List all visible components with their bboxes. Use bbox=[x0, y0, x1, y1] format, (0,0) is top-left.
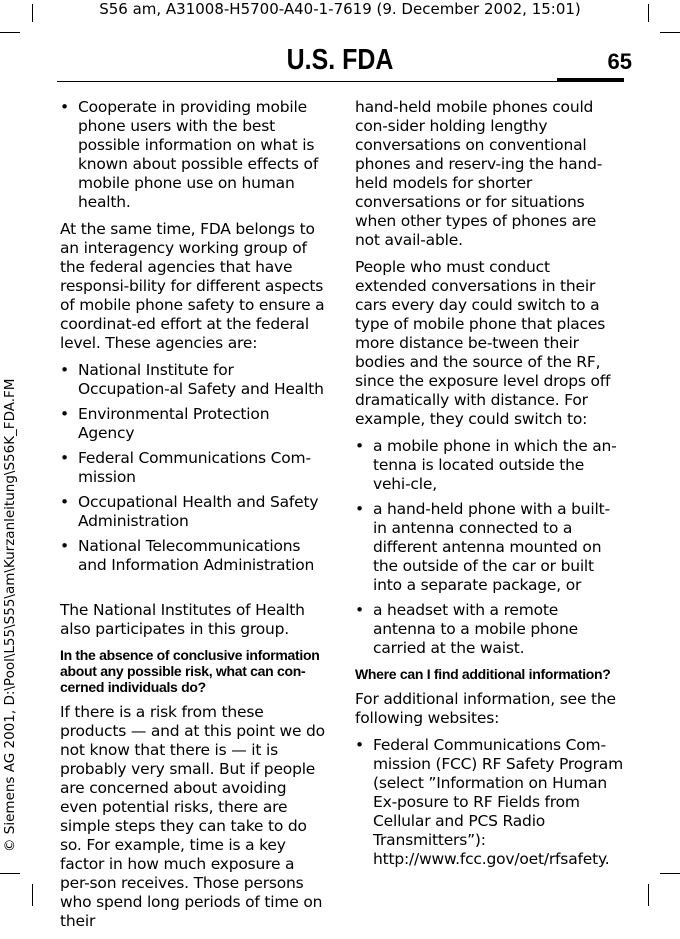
list-item: • National Telecommunications and Information Administration bbox=[60, 537, 325, 575]
crop-mark bbox=[660, 32, 680, 33]
list-item: • Occupational Health and Safety Administration bbox=[60, 493, 325, 531]
bullet-list bbox=[355, 437, 623, 658]
copyright-sidebar: © Siemens AG 2001, D:\Pool\L55\S55\am\Kurzanleitung\S56K_FDA.FM bbox=[2, 378, 18, 852]
paragraph: The National Institutes of Health also participates in this group. bbox=[60, 601, 305, 638]
paragraph: At the same time, FDA belongs to an interagency working group of the federal agencies that have responsi-bility for different aspects of mobile phone safety to ensure a coordinat-ed effort at the federal level. These agencies are: bbox=[60, 220, 325, 352]
list-item: • National Institute for Occupation-al Safety and Health bbox=[60, 361, 325, 399]
list-item: • a mobile phone in which the an-tenna is located outside the vehi-cle, bbox=[355, 437, 623, 494]
paragraph: For additional information, see the following websites: bbox=[355, 690, 616, 727]
section-question: In the absence of conclusive information about any possible risk, what can con-cerned individuals do? bbox=[60, 647, 320, 695]
page-title: U.S. FDA bbox=[286, 44, 394, 76]
page-number: 65 bbox=[607, 49, 632, 74]
list-item: • Environmental Protection Agency bbox=[60, 405, 325, 443]
agency-list bbox=[60, 361, 325, 575]
left-column bbox=[60, 98, 325, 939]
page-number-rule bbox=[557, 78, 624, 82]
list-item: • Federal Communications Com-mission bbox=[60, 449, 325, 487]
list-item: • Federal Communications Com-mission (FCC) RF Safety Program (select ”Information on Human Ex-posure to RF Fields from Cellular and PCS Radio Transmitters”): http://www.fcc.gov/oet/rfsafety. bbox=[355, 736, 623, 869]
running-head: S56 am, A31008-H5700-A40-1-7619 (9. December 2002, 15:01) bbox=[99, 0, 581, 18]
section-question: Where can I find additional information? bbox=[355, 666, 611, 682]
website-list bbox=[355, 736, 623, 869]
paragraph: If there is a risk from these products — and at this point we do not know that there is — it is probably very small. But if people are concerned about avoiding even potential risks, there are simple steps they can take to do so. For example, time is a key factor in how much exposure a per-son receives. Those persons who spend long periods of time on their bbox=[60, 703, 325, 930]
crop-mark bbox=[648, 884, 649, 906]
paragraph: hand-held mobile phones could con-sider holding lengthy conversations on conventional phones and reserv-ing the hand-held models for shorter conversations or for situations when other types of phones are not avail-able. bbox=[355, 98, 603, 249]
header-rule bbox=[57, 81, 557, 82]
crop-mark bbox=[660, 873, 680, 874]
list-item: • Cooperate in providing mobile phone users with the best possible information on what is known about possible effects of mobile phone use on human health. bbox=[60, 98, 325, 212]
paragraph: People who must conduct extended conversations in their cars every day could switch to a type of mobile phone that places more distance be-tween their bodies and the source of the RF, since the exposure level drops off dramatically with distance. For example, they could switch to: bbox=[355, 258, 611, 428]
list-item: • a hand-held phone with a built-in antenna connected to a different antenna mounted on the outside of the car or built into a separate package, or bbox=[355, 500, 623, 595]
bullet-list bbox=[60, 98, 325, 212]
right-column bbox=[355, 98, 623, 877]
list-item: • a headset with a remote antenna to a mobile phone carried at the waist. bbox=[355, 601, 623, 658]
crop-mark bbox=[32, 884, 33, 906]
